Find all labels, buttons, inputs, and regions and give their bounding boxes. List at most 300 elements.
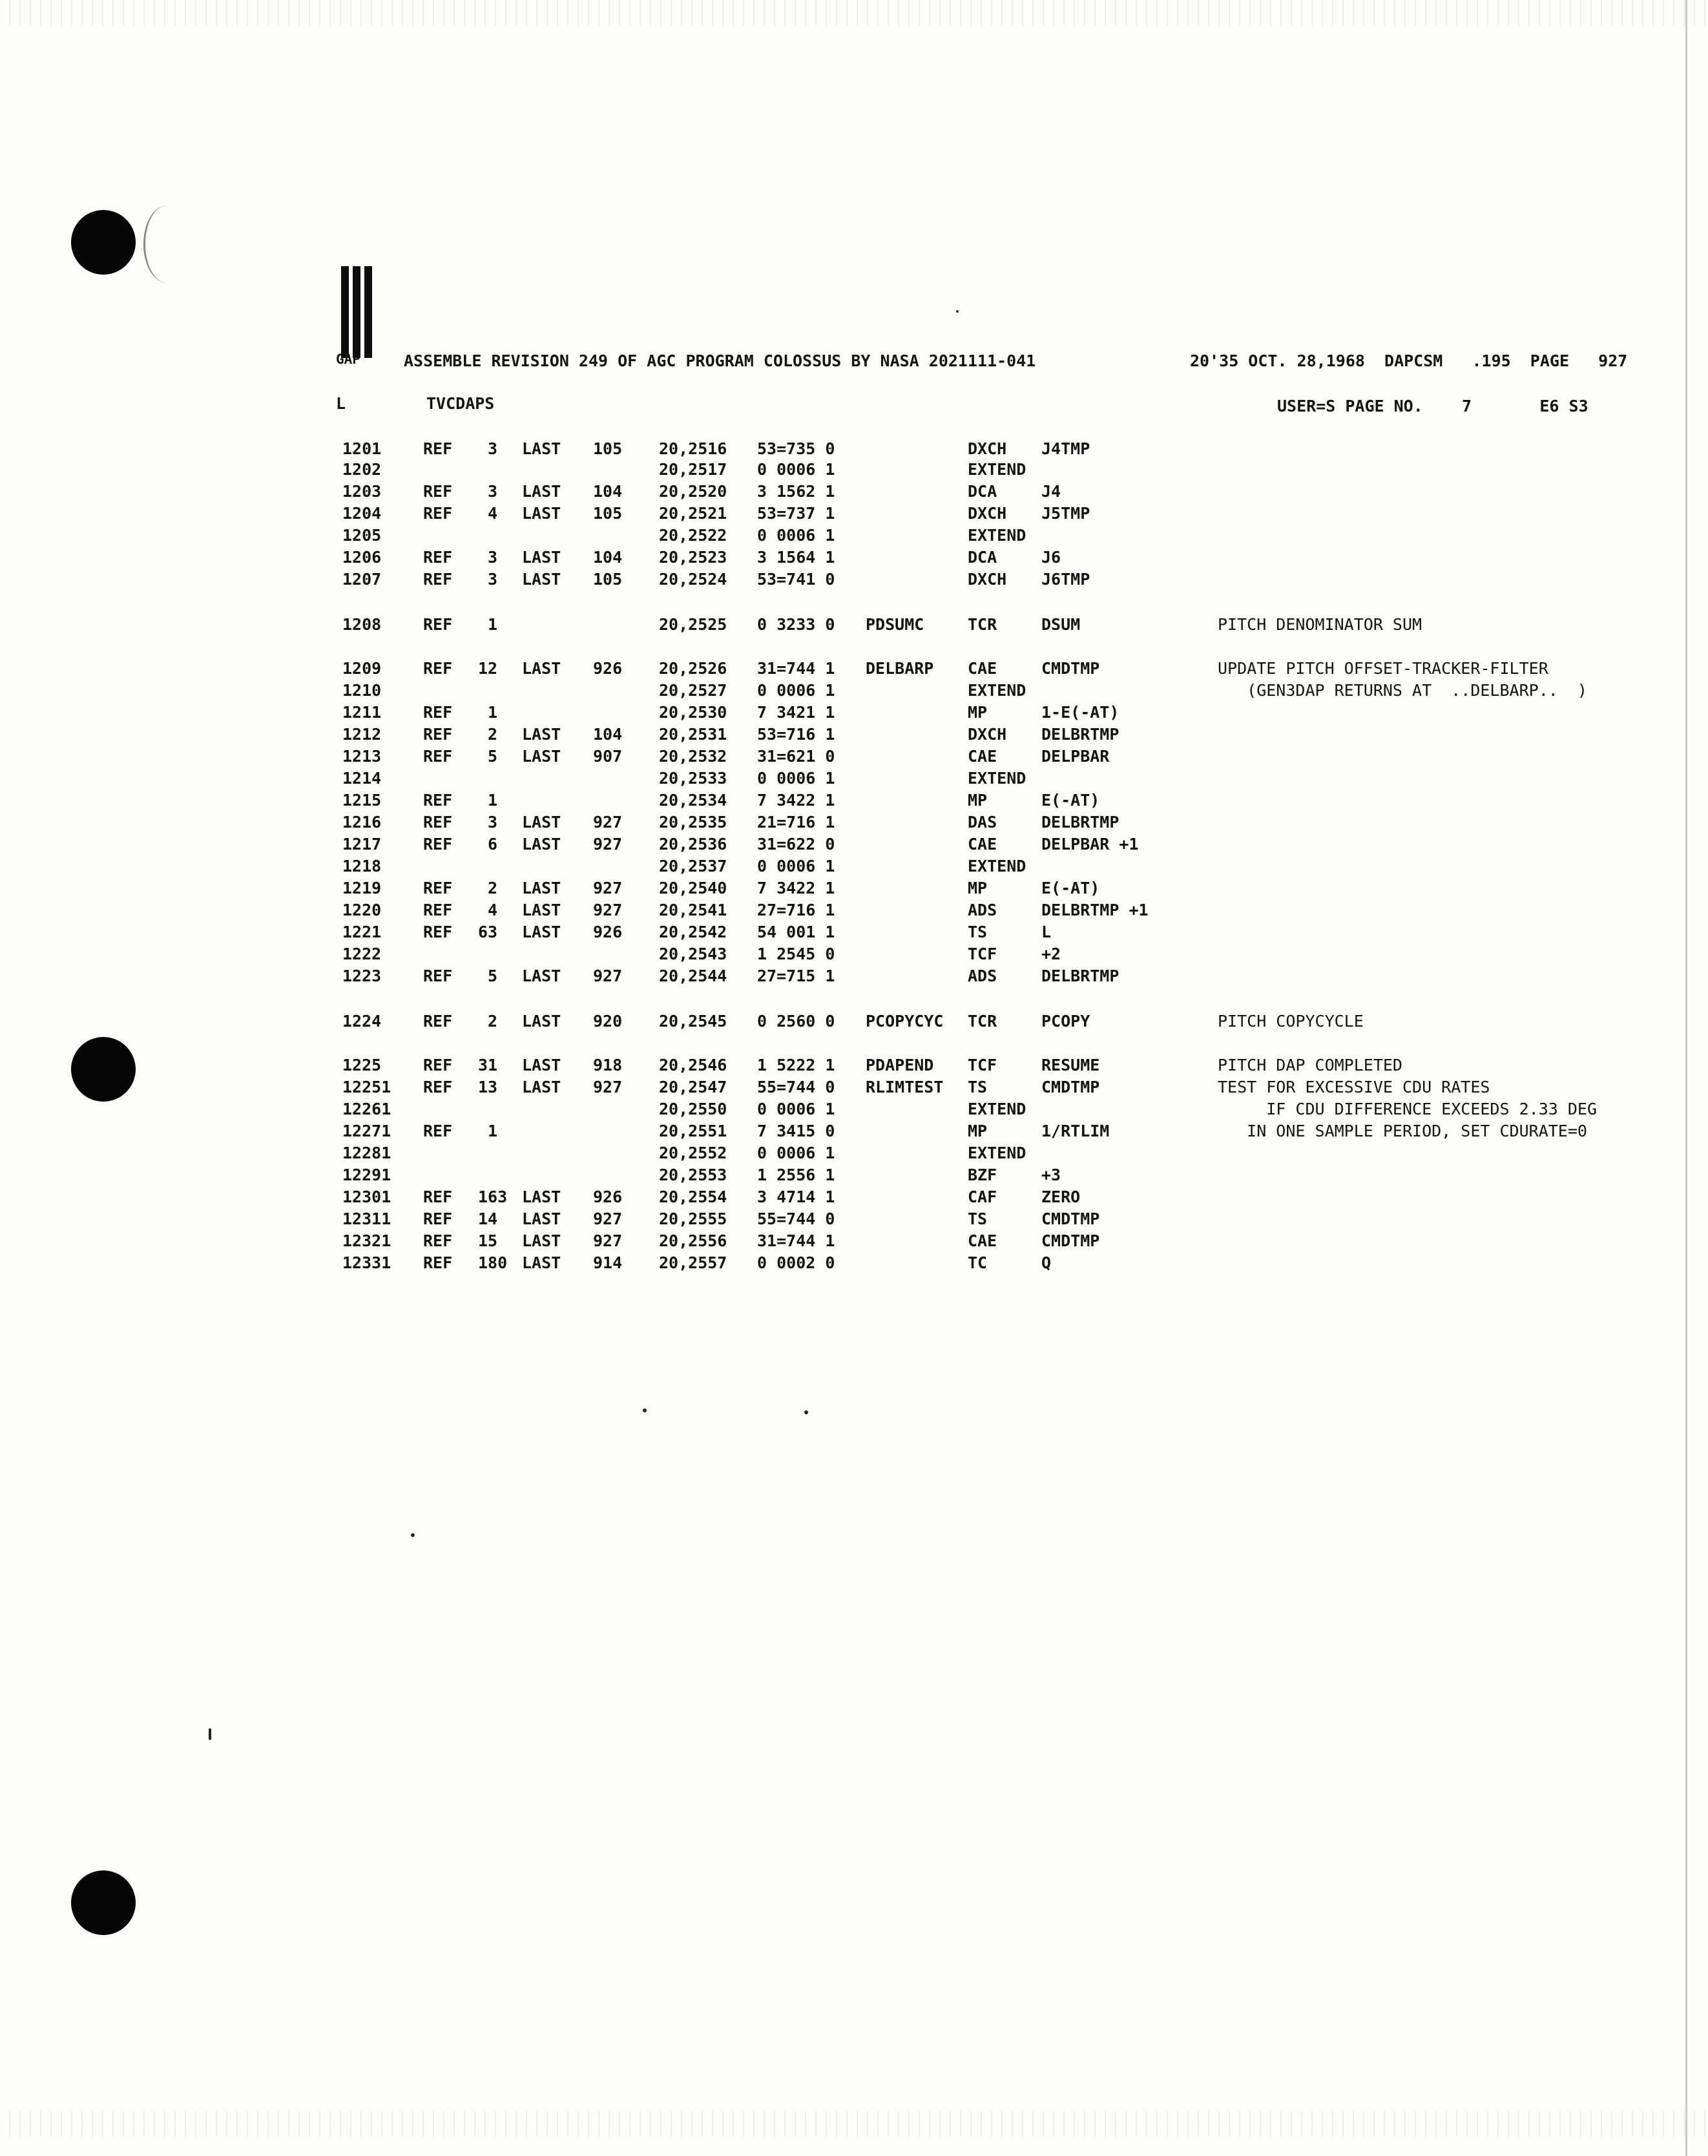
cell-n: 13 — [478, 1078, 498, 1096]
corner-mark-bars — [341, 266, 380, 358]
cell-addr: 20,2541 — [659, 901, 727, 919]
cell-cmt: PITCH DAP COMPLETED — [1218, 1056, 1402, 1074]
binder-hole-bottom — [71, 1870, 136, 1935]
cell-last: LAST — [522, 659, 561, 678]
cell-seq: 1201 — [342, 439, 382, 458]
cell-ln: 105 — [593, 570, 623, 589]
listing-row — [0, 1231, 1680, 1253]
cell-addr: 20,2530 — [659, 703, 727, 722]
cell-seq: 1206 — [342, 548, 382, 567]
listing-row — [0, 901, 1680, 923]
cell-rep: REF — [423, 703, 453, 722]
cell-seq: 1219 — [342, 879, 382, 897]
cell-seq: 1205 — [342, 526, 382, 545]
cell-n: 5 — [487, 747, 497, 766]
cell-n: 6 — [487, 835, 497, 853]
cell-code: 27=716 1 — [757, 901, 835, 919]
cell-code: 55=744 0 — [757, 1078, 835, 1096]
cell-rep: REF — [423, 1231, 453, 1250]
listing-row — [0, 967, 1680, 989]
cell-ln: 927 — [593, 835, 623, 853]
cell-n: 4 — [487, 504, 497, 523]
cell-code: 21=716 1 — [757, 813, 835, 832]
cell-code: 53=741 0 — [757, 570, 835, 589]
cell-seq: 12291 — [342, 1166, 391, 1184]
cell-code: 31=744 1 — [757, 1231, 835, 1250]
listing-row — [0, 813, 1680, 835]
cell-ln: 105 — [593, 504, 623, 523]
cell-addr: 20,2557 — [659, 1253, 727, 1272]
cell-op: DCA — [968, 482, 997, 501]
cell-op: CAE — [968, 747, 997, 766]
cell-last: LAST — [522, 1253, 561, 1272]
cell-last: LAST — [522, 725, 561, 744]
cell-rep: REF — [423, 1078, 453, 1096]
header-flag: L — [336, 394, 346, 413]
corner-mark-text: GAP — [336, 351, 360, 367]
listing-row — [0, 1012, 1680, 1034]
cell-op: DAS — [968, 813, 997, 832]
cell-last: LAST — [522, 439, 561, 458]
cell-op: TCF — [968, 945, 997, 963]
cell-seq: 12331 — [342, 1253, 391, 1272]
cell-seq: 1213 — [342, 747, 382, 766]
cell-op: EXTEND — [968, 1100, 1026, 1118]
cell-op: EXTEND — [968, 1144, 1026, 1162]
listing-row — [0, 570, 1680, 592]
cell-last: LAST — [522, 967, 561, 985]
cell-rep: REF — [423, 570, 453, 589]
cell-op: EXTEND — [968, 460, 1026, 479]
cell-last: LAST — [522, 835, 561, 853]
cell-arg: +3 — [1041, 1166, 1061, 1184]
cell-last: LAST — [522, 879, 561, 897]
cell-arg: DELBRTMP +1 — [1041, 901, 1149, 919]
page-edge — [1685, 0, 1687, 2156]
cell-seq: 1212 — [342, 725, 382, 744]
cell-ln: 920 — [593, 1012, 623, 1031]
cell-addr: 20,2537 — [659, 857, 727, 875]
cell-n: 3 — [487, 548, 497, 567]
cell-op: EXTEND — [968, 526, 1026, 545]
listing-row — [0, 835, 1680, 857]
cell-code: 27=715 1 — [757, 967, 835, 985]
listing-row — [0, 747, 1680, 769]
cell-last: LAST — [522, 1188, 561, 1206]
cell-last: LAST — [522, 1012, 561, 1031]
cell-rep: REF — [423, 1056, 453, 1074]
cell-code: 53=735 0 — [757, 439, 835, 458]
cell-op: DXCH — [968, 725, 1007, 744]
cell-addr: 20,2516 — [659, 439, 727, 458]
cell-arg: DELPBAR — [1041, 747, 1110, 766]
cell-code: 0 0002 0 — [757, 1253, 835, 1272]
cell-addr: 20,2522 — [659, 526, 727, 545]
cell-addr: 20,2544 — [659, 967, 727, 985]
listing-row — [0, 1166, 1680, 1188]
cell-addr: 20,2556 — [659, 1231, 727, 1250]
cell-n: 180 — [478, 1253, 508, 1272]
cell-addr: 20,2543 — [659, 945, 727, 963]
cell-rep: REF — [423, 482, 453, 501]
cell-n: 31 — [478, 1056, 498, 1074]
binder-hole-ring — [143, 205, 191, 283]
cell-ln: 918 — [593, 1056, 623, 1074]
cell-op: CAE — [968, 1231, 997, 1250]
cell-addr: 20,2534 — [659, 791, 727, 810]
cell-addr: 20,2523 — [659, 548, 727, 567]
scan-speck — [411, 1533, 415, 1537]
cell-code: 0 0006 1 — [757, 460, 835, 479]
cell-arg: CMDTMP — [1041, 659, 1100, 678]
cell-code: 7 3421 1 — [757, 703, 835, 722]
cell-seq: 12261 — [342, 1100, 391, 1118]
cell-addr: 20,2535 — [659, 813, 727, 832]
cell-arg: DELPBAR +1 — [1041, 835, 1139, 853]
listing-row — [0, 439, 1680, 461]
listing-row — [0, 1056, 1680, 1078]
cell-seq: 1218 — [342, 857, 382, 875]
cell-n: 2 — [487, 1012, 497, 1031]
cell-cmt: UPDATE PITCH OFFSET-TRACKER-FILTER — [1218, 659, 1548, 678]
cell-addr: 20,2533 — [659, 769, 727, 788]
cell-rep: REF — [423, 835, 453, 853]
cell-arg: J4 — [1041, 482, 1061, 501]
cell-arg: DSUM — [1041, 615, 1081, 634]
cell-code: 53=716 1 — [757, 725, 835, 744]
listing-row — [0, 1188, 1680, 1209]
cell-op: TS — [968, 1078, 988, 1096]
header-date-page: 20'35 OCT. 28,1968 DAPCSM .195 PAGE 927 — [1190, 351, 1628, 370]
cell-arg: +2 — [1041, 945, 1061, 963]
cell-code: 0 0006 1 — [757, 1100, 835, 1118]
cell-ln: 927 — [593, 1078, 623, 1096]
cell-last: LAST — [522, 1209, 561, 1228]
cell-ln: 104 — [593, 482, 623, 501]
cell-ln: 104 — [593, 548, 623, 567]
listing-row — [0, 659, 1680, 681]
cell-rep: REF — [423, 747, 453, 766]
cell-seq: 1211 — [342, 703, 382, 722]
cell-arg: Q — [1041, 1253, 1052, 1272]
cell-n: 3 — [487, 439, 497, 458]
cell-last: LAST — [522, 901, 561, 919]
listing-row — [0, 1209, 1680, 1231]
cell-addr: 20,2554 — [659, 1188, 727, 1206]
cell-n: 2 — [487, 879, 497, 897]
cell-op: TCF — [968, 1056, 997, 1074]
cell-n: 3 — [487, 813, 497, 832]
cell-addr: 20,2527 — [659, 681, 727, 700]
cell-rep: REF — [423, 791, 453, 810]
cell-ln: 927 — [593, 813, 623, 832]
cell-code: 0 2560 0 — [757, 1012, 835, 1031]
cell-seq: 1208 — [342, 615, 382, 634]
cell-ln: 927 — [593, 1231, 623, 1250]
cell-n: 15 — [478, 1231, 498, 1250]
cell-seq: 12271 — [342, 1122, 391, 1140]
cell-seq: 12301 — [342, 1188, 391, 1206]
cell-cmt: IN ONE SAMPLE PERIOD, SET CDURATE=0 — [1218, 1122, 1587, 1140]
cell-addr: 20,2531 — [659, 725, 727, 744]
scan-speck — [643, 1408, 647, 1412]
cell-addr: 20,2536 — [659, 835, 727, 853]
cell-addr: 20,2550 — [659, 1100, 727, 1118]
cell-seq: 1207 — [342, 570, 382, 589]
cell-seq: 1210 — [342, 681, 382, 700]
cell-addr: 20,2542 — [659, 923, 727, 941]
cell-addr: 20,2546 — [659, 1056, 727, 1074]
cell-ln: 926 — [593, 923, 623, 941]
listing-row — [0, 879, 1680, 901]
cell-op: MP — [968, 1122, 988, 1140]
header-section: TVCDAPS — [426, 394, 495, 413]
cell-cmt: PITCH DENOMINATOR SUM — [1218, 615, 1422, 634]
cell-rep: REF — [423, 901, 453, 919]
cell-rep: REF — [423, 967, 453, 985]
cell-rep: REF — [423, 548, 453, 567]
header-user-page: USER=S PAGE NO. 7 E6 S3 — [1277, 397, 1588, 415]
listing-row — [0, 791, 1680, 813]
cell-last: LAST — [522, 813, 561, 832]
cell-op: ADS — [968, 901, 997, 919]
cell-label: RLIMTEST — [866, 1078, 944, 1096]
cell-code: 3 1564 1 — [757, 548, 835, 567]
cell-code: 7 3422 1 — [757, 791, 835, 810]
cell-rep: REF — [423, 923, 453, 941]
cell-rep: REF — [423, 725, 453, 744]
cell-code: 7 3422 1 — [757, 879, 835, 897]
cell-code: 0 0006 1 — [757, 1144, 835, 1162]
listing-row — [0, 945, 1680, 967]
cell-op: MP — [968, 791, 988, 810]
cell-ln: 926 — [593, 1188, 623, 1206]
cell-ln: 927 — [593, 901, 623, 919]
cell-cmt: TEST FOR EXCESSIVE CDU RATES — [1218, 1078, 1490, 1096]
cell-seq: 1217 — [342, 835, 382, 853]
cell-code: 0 0006 1 — [757, 681, 835, 700]
cell-rep: REF — [423, 1122, 453, 1140]
cell-last: LAST — [522, 747, 561, 766]
listing-row — [0, 1253, 1680, 1275]
cell-arg: CMDTMP — [1041, 1078, 1100, 1096]
cell-seq: 1203 — [342, 482, 382, 501]
cell-ln: 907 — [593, 747, 623, 766]
cell-op: TC — [968, 1253, 988, 1272]
cell-seq: 1215 — [342, 791, 382, 810]
cell-code: 1 5222 1 — [757, 1056, 835, 1074]
cell-rep: REF — [423, 659, 453, 678]
cell-ln: 927 — [593, 1209, 623, 1228]
cell-label: PCOPYCYC — [866, 1012, 944, 1031]
cell-label: PDSUMC — [866, 615, 924, 634]
cell-op: CAF — [968, 1188, 997, 1206]
cell-n: 2 — [487, 725, 497, 744]
cell-code: 3 4714 1 — [757, 1188, 835, 1206]
cell-n: 1 — [487, 703, 497, 722]
cell-last: LAST — [522, 504, 561, 523]
cell-op: DXCH — [968, 504, 1007, 523]
cell-op: DXCH — [968, 570, 1007, 589]
cell-arg: E(-AT) — [1041, 879, 1100, 897]
cell-n: 3 — [487, 570, 497, 589]
cell-op: EXTEND — [968, 769, 1026, 788]
cell-addr: 20,2525 — [659, 615, 727, 634]
cell-last: LAST — [522, 923, 561, 941]
listing-row — [0, 548, 1680, 570]
cell-seq: 1209 — [342, 659, 382, 678]
cell-addr: 20,2555 — [659, 1209, 727, 1228]
cell-code: 7 3415 0 — [757, 1122, 835, 1140]
listing-row — [0, 923, 1680, 945]
cell-n: 12 — [478, 659, 498, 678]
cell-cmt: IF CDU DIFFERENCE EXCEEDS 2.33 DEG — [1218, 1100, 1597, 1118]
cell-op: TS — [968, 1209, 988, 1228]
cell-op: TCR — [968, 615, 997, 634]
cell-op: TCR — [968, 1012, 997, 1031]
listing-row — [0, 504, 1680, 526]
cell-seq: 1220 — [342, 901, 382, 919]
cell-last: LAST — [522, 482, 561, 501]
cell-arg: J5TMP — [1041, 504, 1090, 523]
cell-n: 163 — [478, 1188, 508, 1206]
cell-last: LAST — [522, 1231, 561, 1250]
cell-ln: 105 — [593, 439, 623, 458]
cell-last: LAST — [522, 1078, 561, 1096]
cell-op: EXTEND — [968, 857, 1026, 875]
scan-speck — [209, 1728, 211, 1740]
cell-seq: 1223 — [342, 967, 382, 985]
cell-code: 0 0006 1 — [757, 857, 835, 875]
cell-arg: DELBRTMP — [1041, 967, 1120, 985]
cell-code: 54 001 1 — [757, 923, 835, 941]
cell-arg: RESUME — [1041, 1056, 1100, 1074]
cell-code: 55=744 0 — [757, 1209, 835, 1228]
cell-label: PDAPEND — [866, 1056, 934, 1074]
listing-row — [0, 1122, 1680, 1144]
cell-seq: 1224 — [342, 1012, 382, 1031]
cell-code: 31=621 0 — [757, 747, 835, 766]
cell-seq: 12281 — [342, 1144, 391, 1162]
cell-seq: 1204 — [342, 504, 382, 523]
cell-arg: CMDTMP — [1041, 1231, 1100, 1250]
cell-n: 1 — [487, 1122, 497, 1140]
scan-noise-top — [0, 0, 1708, 26]
cell-op: ADS — [968, 967, 997, 985]
cell-n: 3 — [487, 482, 497, 501]
header-title: ASSEMBLE REVISION 249 OF AGC PROGRAM COLOSSUS BY NASA 2021111-041 — [404, 351, 1036, 370]
listing-row — [0, 857, 1680, 879]
cell-addr: 20,2540 — [659, 879, 727, 897]
cell-arg: J6TMP — [1041, 570, 1090, 589]
binder-hole-top — [71, 210, 136, 275]
cell-last: LAST — [522, 1056, 561, 1074]
listing-row — [0, 1100, 1680, 1122]
cell-seq: 1216 — [342, 813, 382, 832]
cell-op: MP — [968, 703, 988, 722]
scan-speck — [804, 1410, 808, 1414]
cell-rep: REF — [423, 813, 453, 832]
cell-n: 63 — [478, 923, 498, 941]
cell-op: TS — [968, 923, 988, 941]
cell-code: 1 2545 0 — [757, 945, 835, 963]
cell-last: LAST — [522, 570, 561, 589]
cell-rep: REF — [423, 879, 453, 897]
cell-code: 1 2556 1 — [757, 1166, 835, 1184]
cell-n: 1 — [487, 615, 497, 634]
cell-n: 5 — [487, 967, 497, 985]
listing-row — [0, 526, 1680, 548]
cell-op: MP — [968, 879, 988, 897]
cell-seq: 1214 — [342, 769, 382, 788]
cell-op: DCA — [968, 548, 997, 567]
cell-arg: J4TMP — [1041, 439, 1090, 458]
listing-row — [0, 769, 1680, 791]
cell-arg: 1/RTLIM — [1041, 1122, 1110, 1140]
cell-seq: 1222 — [342, 945, 382, 963]
cell-arg: ZERO — [1041, 1188, 1081, 1206]
listing-row — [0, 615, 1680, 637]
cell-addr: 20,2524 — [659, 570, 727, 589]
cell-code: 3 1562 1 — [757, 482, 835, 501]
cell-addr: 20,2545 — [659, 1012, 727, 1031]
cell-seq: 1221 — [342, 923, 382, 941]
scan-noise-bottom — [0, 2111, 1708, 2137]
cell-code: 0 0006 1 — [757, 526, 835, 545]
cell-arg: CMDTMP — [1041, 1209, 1100, 1228]
cell-arg: L — [1041, 923, 1052, 941]
cell-addr: 20,2517 — [659, 460, 727, 479]
cell-addr: 20,2520 — [659, 482, 727, 501]
cell-ln: 914 — [593, 1253, 623, 1272]
cell-rep: REF — [423, 504, 453, 523]
cell-rep: REF — [423, 615, 453, 634]
cell-seq: 12311 — [342, 1209, 391, 1228]
cell-code: 0 3233 0 — [757, 615, 835, 634]
cell-n: 1 — [487, 791, 497, 810]
cell-addr: 20,2547 — [659, 1078, 727, 1096]
cell-n: 14 — [478, 1209, 498, 1228]
cell-code: 0 0006 1 — [757, 769, 835, 788]
cell-op: CAE — [968, 659, 997, 678]
cell-addr: 20,2526 — [659, 659, 727, 678]
cell-ln: 927 — [593, 967, 623, 985]
cell-seq: 12321 — [342, 1231, 391, 1250]
cell-op: EXTEND — [968, 681, 1026, 700]
listing-row — [0, 1078, 1680, 1100]
cell-code: 31=744 1 — [757, 659, 835, 678]
cell-addr: 20,2551 — [659, 1122, 727, 1140]
cell-ln: 104 — [593, 725, 623, 744]
cell-cmt: PITCH COPYCYCLE — [1218, 1012, 1364, 1031]
cell-op: DXCH — [968, 439, 1007, 458]
cell-ln: 926 — [593, 659, 623, 678]
cell-cmt: (GEN3DAP RETURNS AT ..DELBARP.. ) — [1218, 681, 1587, 700]
cell-arg: 1-E(-AT) — [1041, 703, 1120, 722]
cell-rep: REF — [423, 1209, 453, 1228]
listing-row — [0, 482, 1680, 504]
cell-addr: 20,2553 — [659, 1166, 727, 1184]
cell-rep: REF — [423, 439, 453, 458]
cell-arg: E(-AT) — [1041, 791, 1100, 810]
cell-arg: DELBRTMP — [1041, 725, 1120, 744]
listing-row — [0, 460, 1680, 482]
cell-arg: PCOPY — [1041, 1012, 1090, 1031]
listing-row — [0, 725, 1680, 747]
listing-row — [0, 703, 1680, 725]
cell-n: 4 — [487, 901, 497, 919]
cell-op: CAE — [968, 835, 997, 853]
